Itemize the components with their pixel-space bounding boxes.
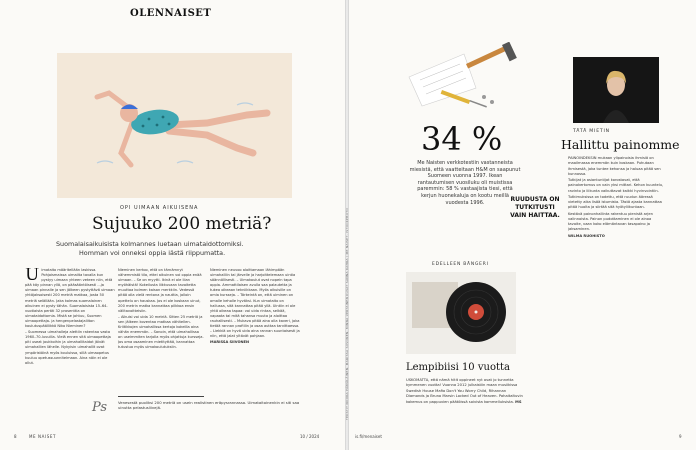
article-column-1 xyxy=(25,268,115,398)
tata-text-1: PAINOINDEKSIN mukaan ylipainoisia ihmisiä on maailmassa enemmän kuin koskaan. Puhutaan ihmisestä, joka tuntee kehonsa ja haluaa pitää sen kunnossa. xyxy=(568,156,661,176)
swimmer-illustration xyxy=(57,53,292,198)
lempibiisi-title: Lempibiisi 10 vuotta xyxy=(406,362,510,373)
pull-quote: RUUDUSTA ON TUTKITUSTI VAIN HAITTAA. xyxy=(510,196,560,219)
tools-image xyxy=(404,42,534,112)
footer-issue: 10 / 2024 xyxy=(300,434,320,439)
tata-title: Hallittu painomme xyxy=(561,137,680,152)
lempibiisi-body: USKOMATTA, että nämä hitit oppineet nyt ovat jo tunnetta kymmenen vuotta! Vuonna 2012 julkaistiin maan musiikissa Swedish House Mafia Don't You Worry Child, Rihannan Diamonds ja Bruno Marsin Locked Out of Heaven. Pahaitaltuvin kokemus on pappuvien päätöissä soivista kommelluksista. xyxy=(406,378,523,404)
dropcap: U xyxy=(25,268,40,285)
article-column-3 xyxy=(210,268,300,398)
deck-line-2: Homman voi onneksi oppia iästä riippumatta. xyxy=(79,249,226,257)
tata-credit: WILMA RUOHISTO xyxy=(568,233,605,238)
tata-text-2: Tutkijat ja asiantuntijat korostavat, että painokertomus on vain yksi mittari. Kehon kuuntelu, ravinto ja liikunta vaikuttavat kaikki hyvinvointiin. xyxy=(568,178,664,193)
section-title: OLENNAISET xyxy=(130,8,212,19)
tata-label: TÄTÄ MIETIN xyxy=(573,129,610,134)
right-page xyxy=(345,0,696,450)
tata-text-4: Kestävä painonhallinta rakentuu pienistä arjen valinnoista. Painon pudottaminen ei ole ainoa tavoite, vaan koko elämäntavan tasapaino ja jaksaminen. xyxy=(568,211,653,232)
lempibiisi-credit: MS xyxy=(515,399,522,404)
callout-text: Venesestä puoliksi 200 metriä on usein realistinen eräpysrannassa. Uimataitoinenkin ei siti saa uinutta pelastusliivejä. xyxy=(118,400,300,410)
footer-page-number: 8 xyxy=(14,434,17,439)
column-1-text: imataito määritellään laskissa. Pohjoismaissa uimaiita tavalla kun pystyy uimaan yhteen veteen niin, että pää käy pinnan yllä, on pääsääntöisesti ...ja uimaan pinnalle ja sen jälkeen pystyttävä uimaan yhtäjaksoisesti 200 metriä matkaa, josta 50 metriä selällään. Jaka kolmas suomalainen aikuinen ei pysty tähän. Suomalaisista 15–64-vuotiaista peräti 32 prosenttia on uimataidottomia. Mistä se johtuu, Suomen uimaopettaja- ja hengenpelastajaliiton koulutuspäällikkö Niko Nieminen? xyxy=(25,268,115,329)
author-photo xyxy=(573,57,659,123)
article-column-2 xyxy=(118,268,204,386)
tata-column xyxy=(568,156,664,424)
lempibiisi-text xyxy=(406,378,524,405)
footer-brand: ME NAISET xyxy=(29,434,57,439)
vertical-credit: TEKSTIT NOORA HÄMÄLÄINEN, MARISSA SIIVONEN, MINNA VERTAINEN KUVAT SANNA KAHRA / ME NAISET, ISTOCKPHOTO xyxy=(345,207,349,420)
kicker: OPI UIMAAN AIKUISENA xyxy=(120,205,199,211)
swimmer-image xyxy=(57,53,292,198)
tata-text-3: Tutkimuksissa on todettu, että ruudun ääressä vietetty aika lisää istumista. Tästä ajasta kannattaa pitää huolta ja siirtää sitä hyötyliikuntaan. xyxy=(568,194,662,210)
stat-value: 34 % xyxy=(421,120,503,158)
vinyl-image xyxy=(406,272,516,354)
edellinen-label: EDELLEEN BÄNGERI xyxy=(432,262,489,267)
tools-illustration xyxy=(404,42,534,112)
left-page xyxy=(0,0,346,450)
callout-rule xyxy=(118,396,204,397)
column-2-text: Nieminen kertoo, että on tärnämnyt vähemmistö tila, ettei aikuinen voi oppia enää uimaan. – Se on myytti. Ikinä ei ole liian myöhäistä! Kokeilusta liikkuvaan tavoitetta muuttaa kolmen kaisan merkkiin. Vedessä pitää olla vielä rentona ja nauttia, jolloin opettelu on hauskaa. Jos ei ole koskaan uinut, 200 metrin matka kannattaa pilkkoa ensin välitavoitteisiin. xyxy=(118,268,202,313)
footer-page-number-right: 9 xyxy=(679,434,682,439)
author-portrait xyxy=(573,57,659,123)
column-3-credit: MARISSA SIIVONEN xyxy=(210,340,250,345)
column-1-text-b: – Suomessa uimahalleja alettiin rakentaa vasta 1960–70-luvuilla. Vielä ennen sitä uimaopettaja piti useat joukkoihin ja uimahallitaidot jäivät uimahallien lähelle. Nykyisin uimahallit ovat ympäristöinä myös kouluissa, sillä uimaopetus kuuluu opetussuunnitelmaan. Aina näin ei ole ollut. xyxy=(25,330,111,365)
footer-site: is.fi/menaiset xyxy=(355,434,382,439)
column-2-text-b: – Aikuisi voi uida 10 metriä. Sitten 25 metriä ja sen jälkeen koventaa matkaa vähitellen. Kriitikkojen uimahallissa kertoja kokeilla aina vähän enemmän. – Sanoin, että uimahallissa on useimmiten tarjolla myös ohjattuja kursseja. Jos oma osaaminen mietityttää, kannattaa tutustua myös uimakoulutuksiin. xyxy=(118,314,204,350)
deck-line-1: Suomalaisaikuisista kolmannes luetaan uimataidottomiksi. xyxy=(56,240,244,248)
stat-text: Me Naisten verkkotestiin vastanneista miesistä, että vaatteitaan H&M on saapunut Suomeen vuonna 1997. Ikean rantautumisen vuosiluku oli muistissa paremmin: 58 % vastaajista tiesi, että kerjun huonekaluja on kootu meillä vuodesta 1996. xyxy=(409,160,521,206)
vinyl-photo xyxy=(406,272,516,354)
ps-mark: Ps xyxy=(92,400,108,415)
headline: Sujuuko 200 metriä? xyxy=(92,214,272,234)
column-3-text: Nieminen neuvoo aloittamaan lähimpään uimahalliin tai järvelle ja harjoittelemaan uintia säännöllisesti. – Uimakoulut ovat nopein tapa oppia. Ammattilaisen avulla saa palautetta ja tukea oikeaan tekniikkaan. Myös aikuisille on omia kursseja. – Tärkeintä on, että uiminen on omalle keholle hyväksi. Kun uimataito on hallussa, sitä kannattaa pitää yllä. Uintiin ei ole yhtä oikeaa tapaa: voi uida rintaa, selkää, vapaata tai mitä tahansa muuta ja aloittaa rauhallisesti. – Mukava pitää aina olla kaveri, joka tietää rannan profiilin ja osaa auttaa tarvittaessa. – Liekkiä on hyvä uida aina rannan suuntaisesti ja niin, että jalat yltävät pohjaan. xyxy=(210,268,300,339)
